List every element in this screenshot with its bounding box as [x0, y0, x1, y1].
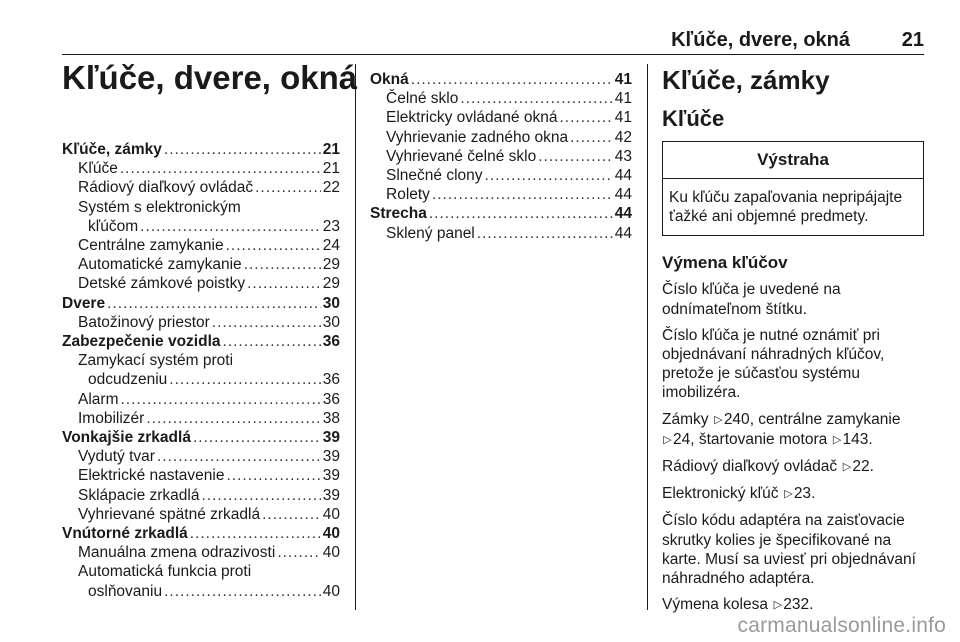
ref-engine-start-label: , štartovanie motora — [690, 430, 828, 448]
toc-entry-page: 30 — [322, 294, 340, 312]
toc-entry-page: 44 — [614, 186, 632, 204]
toc-entry[interactable] — [62, 390, 340, 409]
toc-entry-page: 30 — [322, 313, 340, 331]
column-divider-1 — [355, 64, 356, 610]
toc-dot-leader — [255, 178, 321, 197]
toc-entry-page: 21 — [322, 141, 340, 158]
toc-dot-leader — [247, 274, 321, 293]
toc-entry-page: 40 — [322, 505, 340, 523]
toc-dot-leader — [432, 185, 613, 204]
toc-entry-title: Kľúče, zámky — [62, 141, 162, 158]
replace-keys-heading: Výmena kľúčov — [662, 253, 788, 273]
toc-entry-title: Vnútorné zrkadlá — [62, 525, 188, 543]
toc-section-entry[interactable] — [370, 204, 632, 223]
toc-entry[interactable] — [370, 147, 632, 166]
toc-entry-page: 36 — [322, 371, 340, 389]
ref-wheel-change-label: Výmena kolesa — [662, 596, 768, 614]
ref-locks-page[interactable]: 240 — [723, 410, 750, 428]
toc-entry[interactable] — [370, 185, 632, 204]
toc-entry[interactable] — [62, 313, 340, 332]
toc-entry-page: 39 — [322, 448, 340, 466]
toc-section-entry[interactable] — [62, 140, 340, 159]
toc-entry-title: Systém s elektronickým — [78, 198, 241, 216]
toc-entry-page: 36 — [322, 390, 340, 408]
toc-entry[interactable] — [62, 543, 340, 562]
toc-entry-title: Rolety — [386, 186, 430, 204]
toc-entry-title: Vydutý tvar — [78, 448, 155, 466]
paragraph-wheel-adapter: Číslo kódu adaptéra na zaisťovacie skrutky kolies je špecifikované na karte. Musí sa uviesť pri objednávaní náhradného adaptéra. — [662, 512, 916, 588]
toc-entry-title: Vyhrievané spätné zrkadlá — [78, 505, 261, 523]
toc-section-entry[interactable] — [370, 70, 632, 89]
ref-remote-page[interactable]: 22 — [852, 458, 870, 476]
toc-dot-leader — [411, 70, 613, 89]
toc-section-entry[interactable] — [62, 332, 340, 351]
toc-entry[interactable] — [62, 582, 340, 601]
toc-entry[interactable] — [62, 486, 340, 505]
ref-electronic-key-page[interactable]: 23 — [793, 485, 812, 503]
toc-entry-title: kľúčom — [88, 217, 139, 235]
toc-entry-page: 44 — [614, 224, 632, 242]
toc-dot-leader — [146, 409, 320, 428]
toc-entry[interactable] — [62, 198, 340, 217]
toc-entry-title: Slnečné clony — [386, 167, 483, 185]
toc-entry-title: Vonkajšie zrkadlá — [62, 429, 191, 447]
toc-dot-leader — [559, 108, 612, 127]
toc-dot-leader — [538, 147, 613, 166]
toc-entry-title: Vyhrievanie zadného okna — [386, 128, 569, 146]
content-column — [662, 64, 924, 622]
toc-entry[interactable] — [62, 466, 340, 485]
chapter-title: Kľúče, dvere, okná — [62, 59, 358, 96]
toc-entry-title: Okná — [370, 71, 409, 88]
ref-end-dot: . — [811, 485, 816, 503]
toc-dot-leader — [477, 224, 613, 243]
toc-dot-leader — [244, 255, 321, 274]
toc-entry[interactable] — [62, 217, 340, 236]
toc-dot-leader — [201, 486, 320, 505]
toc-entry-page: 41 — [614, 90, 632, 108]
toc-entry-title: Imobilizér — [78, 409, 145, 427]
toc-entry-page: 29 — [322, 275, 340, 293]
header-title: Kľúče, dvere, okná — [671, 29, 850, 51]
page-header — [0, 0, 960, 52]
toc-dot-leader — [107, 294, 321, 313]
toc-column-1 — [62, 140, 340, 601]
toc-entry[interactable] — [62, 236, 340, 255]
paragraph-key-number: Číslo kľúča je uvedené na odnímateľnom štítku. — [662, 281, 841, 318]
toc-entry-title: Alarm — [78, 390, 119, 408]
toc-entry[interactable] — [62, 351, 340, 370]
section-title: Kľúče, zámky — [662, 65, 830, 95]
toc-entry-title: Čelné sklo — [386, 90, 459, 108]
toc-dot-leader — [193, 428, 321, 447]
toc-dot-leader — [277, 543, 320, 562]
toc-column-2 — [370, 70, 632, 243]
paragraph-ordering: Číslo kľúča je nutné oznámiť pri objednávaní náhradných kľúčov, pretože je súčasťou systému imobilizéra. — [662, 326, 885, 402]
toc-entry-title: Elektricky ovládané okná — [386, 109, 558, 127]
toc-entry-page: 44 — [614, 205, 632, 223]
toc-entry-page: 43 — [614, 147, 632, 165]
toc-entry-page: 21 — [322, 160, 340, 178]
toc-dot-leader — [169, 370, 320, 389]
toc-dot-leader — [164, 140, 321, 159]
toc-entry-title: Kľúče — [78, 160, 118, 178]
subsection-title: Kľúče — [662, 106, 725, 131]
toc-dot-leader — [226, 236, 321, 255]
toc-entry[interactable] — [370, 108, 632, 127]
toc-section-entry[interactable] — [62, 524, 340, 543]
toc-entry-page: 39 — [322, 429, 340, 447]
toc-entry[interactable] — [62, 274, 340, 293]
toc-dot-leader — [212, 313, 321, 332]
warning-title: Výstraha — [663, 142, 923, 179]
toc-section-entry[interactable] — [62, 428, 340, 447]
toc-entry-page: 23 — [322, 217, 340, 235]
page-number: 21 — [901, 29, 924, 51]
toc-entry[interactable] — [370, 224, 632, 243]
toc-entry[interactable] — [62, 505, 340, 524]
ref-end-dot: . — [868, 430, 873, 448]
reference-arrow-icon: ▷ — [832, 433, 842, 446]
ref-engine-start-page[interactable]: 143 — [842, 430, 869, 448]
paragraph-references — [662, 410, 924, 450]
toc-section-entry[interactable] — [62, 294, 340, 313]
toc-entry-page: 36 — [322, 333, 340, 351]
toc-dot-leader — [429, 204, 613, 223]
toc-entry-page: 41 — [614, 109, 632, 127]
toc-dot-leader — [157, 447, 321, 466]
toc-entry-page: 29 — [322, 256, 340, 274]
toc-entry-title: Elektrické nastavenie — [78, 467, 225, 485]
toc-dot-leader — [120, 390, 320, 409]
ref-end-dot: . — [869, 458, 874, 476]
toc-entry-title: Zabezpečenie vozidla — [62, 333, 221, 351]
toc-entry-title: oslňovaniu — [88, 582, 163, 600]
reference-arrow-icon: ▷ — [842, 461, 852, 474]
toc-entry-page: 40 — [322, 525, 340, 543]
toc-dot-leader — [164, 582, 321, 601]
ref-locks-label: Zámky — [662, 410, 709, 428]
toc-dot-leader — [120, 159, 321, 178]
ref-remote-label: Rádiový diaľkový ovládač — [662, 458, 838, 476]
toc-dot-leader — [190, 524, 321, 543]
toc-entry[interactable] — [370, 166, 632, 185]
ref-wheel-change-page[interactable]: 232 — [783, 596, 810, 614]
toc-entry[interactable] — [370, 89, 632, 108]
toc-entry-page: 24 — [322, 237, 340, 255]
ref-end-dot: . — [809, 596, 814, 614]
toc-entry[interactable] — [62, 255, 340, 274]
toc-entry-page: 44 — [614, 167, 632, 185]
toc-entry-page: 39 — [322, 486, 340, 504]
header-rule — [62, 54, 924, 55]
column-divider-2 — [647, 64, 648, 610]
ref-central-locking-page[interactable]: 24 — [673, 430, 691, 448]
toc-entry-title: Detské zámkové poistky — [78, 275, 246, 293]
toc-dot-leader — [570, 128, 613, 147]
toc-dot-leader — [460, 89, 612, 108]
toc-entry-page: 22 — [322, 179, 340, 197]
paragraph-remote — [662, 457, 924, 477]
toc-entry-title: Sklápacie zrkadlá — [78, 486, 200, 504]
toc-entry-title: Zamykací systém proti — [78, 352, 234, 370]
warning-text: Ku kľúču zapaľovania nepripájajte ťažké ani objemné predmety. — [669, 189, 903, 226]
toc-dot-leader — [223, 332, 321, 351]
toc-dot-leader — [226, 466, 320, 485]
toc-entry-title: Centrálne zamykanie — [78, 237, 224, 255]
toc-dot-leader — [140, 217, 321, 236]
toc-dot-leader — [262, 505, 321, 524]
reference-arrow-icon: ▷ — [663, 433, 672, 446]
reference-arrow-icon: ▷ — [714, 413, 723, 426]
toc-dot-leader — [485, 166, 613, 185]
toc-entry[interactable] — [62, 409, 340, 428]
warning-box — [662, 141, 924, 236]
toc-entry[interactable] — [62, 370, 340, 389]
ref-central-locking-label: , centrálne zamykanie — [749, 410, 901, 428]
ref-electronic-key-label: Elektronický kľúč — [662, 485, 779, 503]
paragraph-electronic-key — [662, 484, 924, 504]
toc-entry-title: Strecha — [370, 205, 427, 223]
toc-entry-title: Vyhrievané čelné sklo — [386, 147, 537, 165]
toc-entry-page: 41 — [614, 71, 632, 88]
reference-arrow-icon: ▷ — [784, 488, 793, 501]
toc-entry-title: Batožinový priestor — [78, 313, 210, 331]
toc-entry-page: 39 — [322, 467, 340, 485]
toc-entry-title: Sklený panel — [386, 224, 475, 242]
toc-entry-page: 40 — [322, 544, 340, 562]
toc-entry-page: 42 — [614, 128, 632, 146]
toc-entry[interactable] — [62, 447, 340, 466]
paragraph-wheel-change — [662, 595, 924, 615]
toc-entry[interactable] — [62, 178, 340, 197]
watermark-footer: carmanualsonline.info — [737, 614, 946, 637]
toc-entry[interactable] — [62, 562, 340, 581]
toc-entry-title: Rádiový diaľkový ovládač — [78, 179, 254, 197]
toc-entry-page: 40 — [322, 582, 340, 600]
toc-entry-page: 38 — [322, 409, 340, 427]
toc-entry-title: odcudzeniu — [88, 371, 168, 389]
reference-arrow-icon: ▷ — [773, 599, 783, 612]
toc-entry-title: Automatická funkcia proti — [78, 563, 252, 581]
toc-entry[interactable] — [62, 159, 340, 178]
toc-entry-title: Dvere — [62, 294, 106, 312]
toc-entry-title: Automatické zamykanie — [78, 256, 242, 274]
toc-entry-title: Manuálna zmena odrazivosti — [78, 544, 276, 562]
toc-entry[interactable] — [370, 128, 632, 147]
